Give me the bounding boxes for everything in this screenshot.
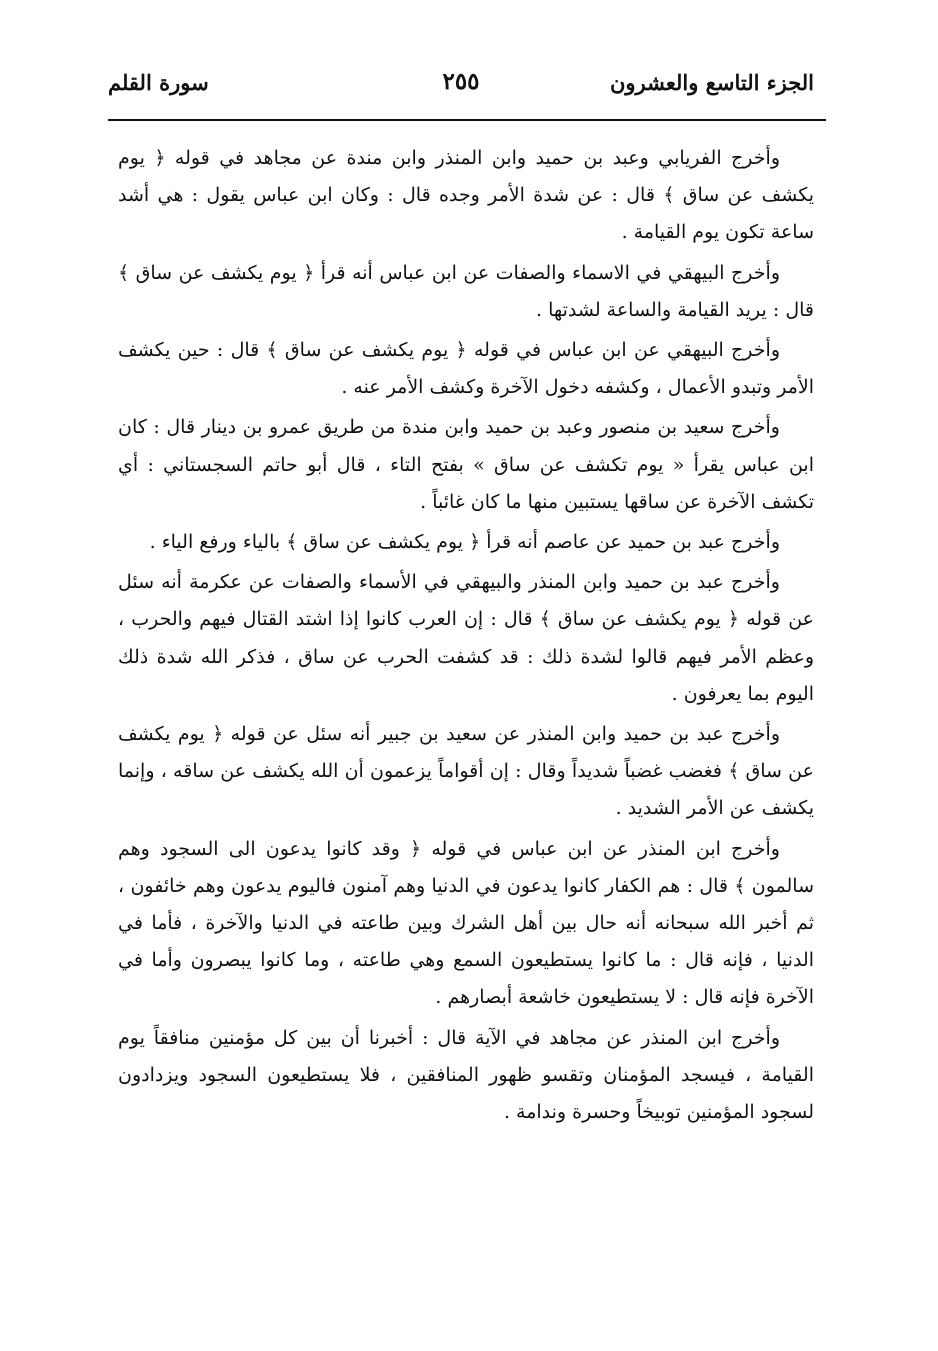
page-number: ٢٥٥ bbox=[442, 68, 480, 95]
paragraph: وأخرج عبد بن حميد وابن المنذر والبيهقي في الأسماء والصفات عن عكرمة أنه سئل عن قوله ﴿ يوم يكشف عن ساق ﴾ قال : إن العرب كانوا إذا اشتد القتال فيهم والحرب ، وعظم الأمر فيهم قالوا لشدة ذلك : قد كشفت الحرب عن ساق ، فذكر الله شدة ذلك اليوم بما يعرفون . bbox=[118, 571, 814, 705]
paragraph: وأخرج ابن المنذر عن ابن عباس في قوله ﴿ وقد كانوا يدعون الى السجود وهم سالمون ﴾ قال : هم الكفار كانوا يدعون في الدنيا وهم آمنون فاليوم يدعون وهم خائفون ، ثم أخبر الله سبحانه أنه حال بين أهل الشرك وبين طاعته في الدنيا والآخرة ، فأما في الدنيا ، فإنه قال : ما كانوا يستطيعون السمع وهي طاعته ، وما كانوا يبصرون وأما في الآخرة فإنه قال : لا يستطيعون خاشعة أبصارهم . bbox=[118, 837, 814, 1009]
paragraph: وأخرج البيهقي عن ابن عباس في قوله ﴿ يوم يكشف عن ساق ﴾ قال : حين يكشف الأمر وتبدو الأعمال ، وكشفه دخول الآخرة وكشف الأمر عنه . bbox=[118, 339, 814, 399]
paragraph: وأخرج عبد بن حميد وابن المنذر عن سعيد بن جبير أنه سئل عن قوله ﴿ يوم يكشف عن ساق ﴾ فغضب غضباً شديداً وقال : إن أقواماً يزعمون أن الله يكشف عن ساقه ، وإنما يكشف عن الأمر الشديد . bbox=[118, 723, 814, 820]
paragraph: وأخرج الفريابي وعبد بن حميد وابن المنذر وابن مندة عن مجاهد في قوله ﴿ يوم يكشف عن ساق ﴾ قال : عن شدة الأمر وجده قال : وكان ابن عباس يقول : هي أشد ساعة تكون يوم القيامة . bbox=[118, 147, 814, 244]
body-text bbox=[118, 140, 814, 1134]
header-divider bbox=[108, 119, 826, 121]
surah-title: سورة القلم bbox=[108, 70, 209, 95]
paragraph: وأخرج عبد بن حميد عن عاصم أنه قرأ ﴿ يوم يكشف عن ساق ﴾ بالياء ورفع الياء . bbox=[149, 531, 780, 554]
paragraph: وأخرج سعيد بن منصور وعبد بن حميد وابن مندة من طريق عمرو بن دينار قال : كان ابن عباس يقرأ « يوم تكشف عن ساق » بفتح التاء ، قال أبو حاتم السجستاني : أي تكشف الآخرة عن ساقها يستبين منها ما كان غائباً . bbox=[118, 416, 814, 513]
paragraph: وأخرج البيهقي في الاسماء والصفات عن ابن عباس أنه قرأ ﴿ يوم يكشف عن ساق ﴾ قال : يريد القيامة والساعة لشدتها . bbox=[118, 261, 814, 321]
part-title: الجزء التاسع والعشرون bbox=[609, 70, 814, 95]
paragraph: وأخرج ابن المنذر عن مجاهد في الآية قال : أخبرنا أن بين كل مؤمنين منافقاً يوم القيامة ، فيسجد المؤمنان وتقسو ظهور المنافقين ، فلا يستطيعون السجود ويزدادون لسجود المؤمنين توبيخاً وحسرة وندامة . bbox=[118, 1026, 814, 1124]
page-header bbox=[108, 64, 814, 114]
